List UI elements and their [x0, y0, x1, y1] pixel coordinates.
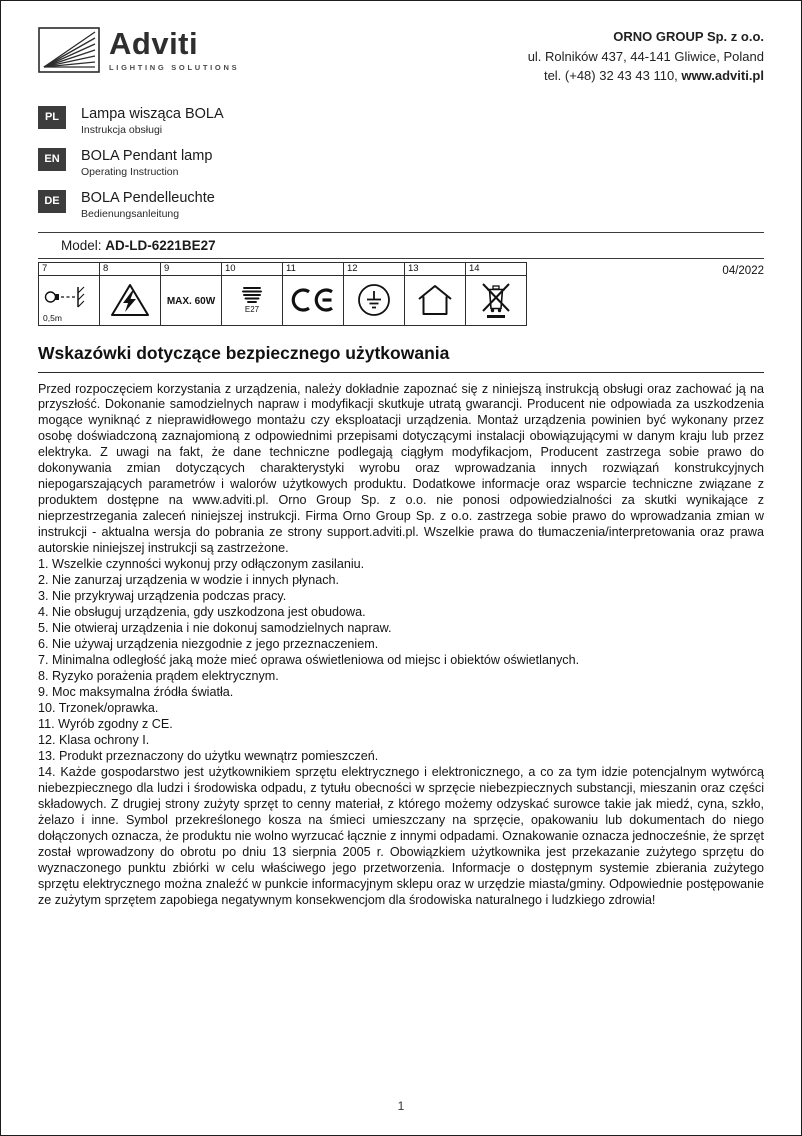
- icon-number-row: [39, 262, 527, 275]
- electric-shock-warning-icon: [110, 282, 150, 318]
- company-address: ul. Rolników 437, 44-141 Gliwice, Poland: [527, 48, 764, 64]
- safety-item: 11. Wyrób zgodny z CE.: [38, 717, 173, 732]
- icon-number: 13: [405, 262, 466, 275]
- company-contact: [528, 66, 764, 86]
- product-title-de: BOLA Pendelleuchte: [81, 189, 215, 206]
- language-row-en: [38, 148, 764, 178]
- company-name: ORNO GROUP Sp. z o.o.: [613, 29, 764, 44]
- safety-item: 8. Ryzyko porażenia prądem elektrycznym.: [38, 669, 279, 684]
- icon-number: 7: [39, 262, 100, 275]
- pendant-distance-icon: [43, 285, 95, 315]
- icon-table-zone: [38, 262, 764, 326]
- icon-number: 11: [283, 262, 344, 275]
- weee-crossed-bin-icon: [479, 280, 513, 320]
- revision-date: 04/2022: [722, 264, 764, 277]
- distance-caption: 0,5m: [43, 312, 62, 323]
- model-row: [38, 232, 764, 259]
- safety-item-weee: 14. Każde gospodarstwo jest użytkownikiem sprzętu elektrycznego i elektronicznego, a co za tym idzie potencjalnym wytwórcą niebezpiecznego dla ludzi i środowiska odpadu, z tytułu obecności w sprzęcie niebezpiecznych substancji, mieszanin oraz części składowych. Z drugiej strony zużyty sprzęt to cenny materiał, z którego możemy odzyskać surowce takie jak miedź, cyna, szkło, żelazo i inne. Symbol przekreślonego kosza na śmieci umieszczany na sprzęcie, opakowaniu lub dokumentach do niego dołączonych oznacza, że produktu nie wolno wyrzucać łącznie z innymi odpadami. Oznakowanie oznacza jednocześnie, że sprzęt został wprowadzony do obrotu po dniu 13 sierpnia 2005 r. Obowiązkiem użytkownika jest przekazanie zużytego sprzętu do wyznaczonego punktu zbiórki w celu właściwego jego przetworzenia. Informacje o dostępnym systemie zbierania zużytego sprzętu elektrycznego można znaleźć w punkcie informacyjnym sklepu oraz w urzędzie miasta/gminy. Odpowiednie postępowanie ze zużytym sprzętem zapobiega negatywnym konsekwencjom dla środowiska naturalnego i ludzkiego zdrowia!: [38, 765, 764, 907]
- safety-item: 3. Nie przykrywaj urządzenia podczas pracy.: [38, 589, 287, 604]
- model-value: AD-LD-6221BE27: [105, 237, 216, 253]
- language-badge-pl: PL: [38, 106, 66, 129]
- manual-type-en: Operating Instruction: [81, 165, 179, 178]
- icon-number: 12: [344, 262, 405, 275]
- language-row-pl: [38, 106, 764, 136]
- icon-number: 10: [222, 262, 283, 275]
- safety-item: 5. Nie otwieraj urządzenia i nie dokonuj samodzielnych napraw.: [38, 621, 392, 636]
- safety-icons-table: [38, 262, 527, 326]
- max-power-text: MAX. 60W: [166, 296, 216, 307]
- company-website: www.adviti.pl: [681, 68, 764, 83]
- brand-name: Adviti: [109, 26, 199, 61]
- safety-item: 10. Trzonek/oprawka.: [38, 701, 159, 716]
- product-title-pl: Lampa wisząca BOLA: [81, 105, 224, 122]
- icon-glyph-row: [39, 275, 527, 325]
- safety-item: 12. Klasa ochrony I.: [38, 733, 150, 748]
- language-badge-en: EN: [38, 148, 66, 171]
- ce-mark-cell: [283, 275, 344, 325]
- manual-type-pl: Instrukcja obsługi: [81, 123, 163, 136]
- safety-intro-paragraph: Przed rozpoczęciem korzystania z urządzenia, należy dokładnie zapoznać się z niniejszą instrukcją obsługi oraz zachować ją na przyszłość. Dokonanie samodzielnych napraw i modyfikacji skutkuje utratą gwarancji. Producent nie odpowiada za uszkodzenia mogące wyniknąć z nieprawidłowego montażu czy eksploatacji urządzenia. Montaż urządzenia powinien być wykonany przez osobę doświadczoną zaznajomioną z odpowiednimi przepisami dotyczącymi instalacji obowiązującymi w danym kraju lub przez elektryka. Z uwagi na fakt, że dane techniczne podlegają ciągłym modyfikacjom, Producent zastrzega sobie prawo do dokonywania zmian dotyczących charakterystyki wyrobu oraz wprowadzania innych rozwiązań konstrukcyjnych niepogarszających parametrów i walorów użytkowych produktu. Dodatkowe informacje oraz wsparcie techniczne związane z produktem dostępne na www.adviti.pl. Orno Group Sp. z o.o. nie ponosi odpowiedzialności za skutki wynikające z nieprzestrzegania zaleceń niniejszej instrukcji. Firma Orno Group Sp. z o.o. zastrzega sobie prawo do wprowadzania zmian w instrukcji - aktualna wersja do pobrania ze strony support.adviti.pl. Wszelkie prawa do tłumaczenia/interpretowania oraz prawa autorskie niniejszej instrukcji są zastrzeżone.: [38, 381, 764, 556]
- company-info: [528, 27, 764, 86]
- e27-caption: E27: [244, 305, 260, 314]
- adviti-logo: [38, 27, 239, 73]
- indoor-use-cell: [405, 275, 466, 325]
- product-title-en: BOLA Pendant lamp: [81, 147, 213, 164]
- safety-item: 2. Nie zanurzaj urządzenia w wodzie i innych płynach.: [38, 573, 340, 588]
- safety-item: 4. Nie obsługuj urządzenia, gdy uszkodzona jest obudowa.: [38, 605, 366, 620]
- safety-item: 7. Minimalna odległość jaką może mieć oprawa oświetleniowa od miejsc i obiektów oświetlanych.: [38, 653, 580, 668]
- distance-icon-cell: [39, 275, 100, 325]
- safety-item: 9. Moc maksymalna źródła światła.: [38, 685, 234, 700]
- company-phone: tel. (+48) 32 43 43 110,: [543, 68, 682, 83]
- page-number: 1: [397, 1099, 405, 1113]
- safety-item: 13. Produkt przeznaczony do użytku wewnątrz pomieszczeń.: [38, 749, 379, 764]
- e27-socket-cell: [222, 275, 283, 325]
- icon-number: 8: [100, 262, 161, 275]
- protection-class-cell: [344, 275, 405, 325]
- safety-body: [38, 382, 764, 909]
- electric-shock-warning-cell: [100, 275, 161, 325]
- page-header: [38, 27, 764, 86]
- ce-mark-icon: [290, 287, 336, 313]
- indoor-use-icon: [416, 283, 454, 317]
- brand-tagline: LIGHTING SOLUTIONS: [109, 63, 240, 72]
- icon-number: 9: [161, 262, 222, 275]
- max-power-cell: [161, 275, 222, 325]
- safety-section-heading: Wskazówki dotyczące bezpiecznego użytkowania: [38, 343, 764, 373]
- adviti-logo-icon: [38, 27, 100, 73]
- weee-bin-cell: [466, 275, 527, 325]
- e27-socket-icon: [240, 286, 264, 306]
- safety-item: 1. Wszelkie czynności wykonuj przy odłączonym zasilaniu.: [38, 557, 365, 572]
- language-row-de: [38, 190, 764, 220]
- language-section: [38, 106, 764, 220]
- icon-number: 14: [466, 262, 527, 275]
- language-badge-de: DE: [38, 190, 66, 213]
- manual-type-de: Bedienungsanleitung: [81, 207, 180, 220]
- safety-item: 6. Nie używaj urządzenia niezgodnie z jego przeznaczeniem.: [38, 637, 379, 652]
- model-label: Model:: [61, 237, 102, 253]
- protection-class-1-icon: [357, 283, 391, 317]
